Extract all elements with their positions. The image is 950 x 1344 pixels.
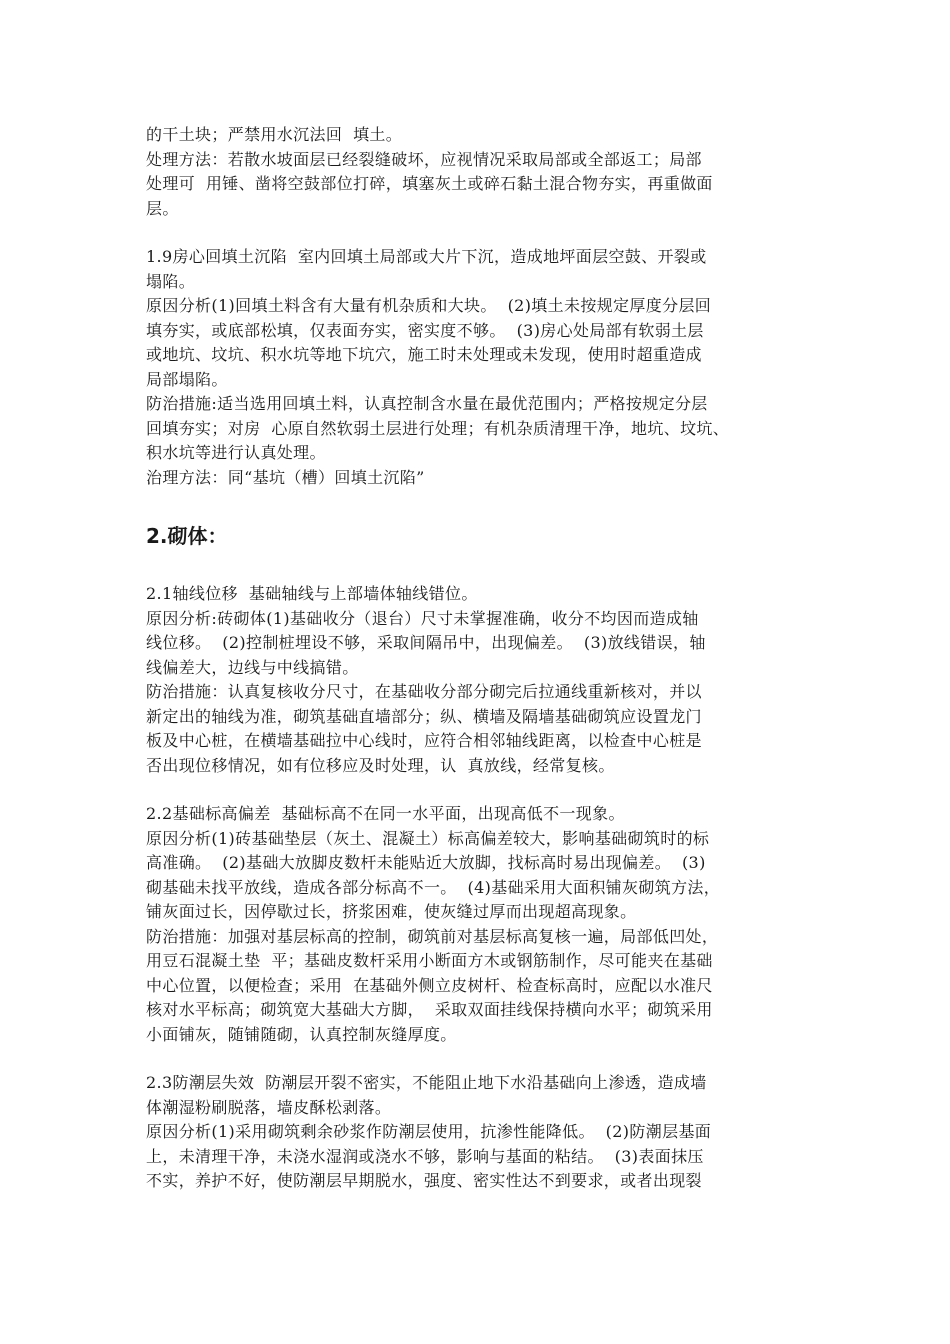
text-line: 层。 (146, 198, 179, 218)
text-line: 用豆石混凝土垫 平；基础皮数杆采用小断面方木或钢筋制作，尽可能夹在基础 (146, 951, 713, 970)
document-page (146, 123, 826, 1194)
paragraph-block-e (146, 1071, 826, 1194)
text-line: 处理可 用锤、凿将空鼓部位打碎，填塞灰土或碎石黏土混合物夯实，再重做面 (146, 174, 713, 193)
text-line: 上，未清理干净，未浇水湿润或浇水不够，影响与基面的粘结。 (3)表面抹压 (146, 1146, 704, 1166)
text-line: 治理方法：同“基坑（槽）回填土沉陷” (146, 467, 425, 487)
text-line: 否出现位移情况，如有位移应及时处理，认 真放线，经常复核。 (146, 755, 615, 775)
section-gap (146, 490, 826, 520)
text-line: 线位移。 (2)控制桩埋设不够，采取间隔吊中，出现偏差。 (3)放线错误，轴 (146, 633, 706, 652)
text-line: 局部塌陷。 (146, 369, 228, 389)
text-line: 中心位置，以便检查；采用 在基础外侧立皮树杆、检查标高时，应配以水准尺 (146, 975, 713, 995)
text-line: 板及中心桩，在横墙基础拉中心线时，应符合相邻轴线距离，以检查中心桩是 (146, 731, 702, 750)
paragraph-gap (146, 1047, 826, 1071)
text-line: 原因分析(1)砖基础垫层（灰土、混凝土）标高偏差较大，影响基础砌筑时的标 (146, 828, 710, 848)
text-line: 或地坑、坟坑、积水坑等地下坑穴，施工时未处理或未发现，使用时超重造成 (146, 345, 702, 364)
text-line: 小面铺灰，随铺随砌，认真控制灰缝厚度。 (146, 1024, 457, 1044)
section-gap (146, 552, 826, 582)
text-line: 体潮湿粉刷脱落，墙皮酥松剥落。 (146, 1097, 392, 1117)
text-line: 防治措施：认真复核收分尺寸，在基础收分部分砌完后拉通线重新核对，并以 (146, 682, 702, 701)
text-line: 2.3防潮层失效 防潮层开裂不密实，不能阻止地下水沿基础向上渗透，造成墙 (146, 1073, 707, 1092)
text-line: 填夯实，或底部松填，仅表面夯实，密实度不够。 (3)房心处局部有软弱土层 (146, 320, 704, 340)
text-line: 不实，养护不好，使防潮层早期脱水，强度、密实性达不到要求，或者出现裂 (146, 1171, 702, 1190)
paragraph-block-a (146, 123, 826, 221)
text-line: 铺灰面过长，因停歇过长，挤浆困难，使灰缝过厚而出现超高现象。 (146, 902, 637, 921)
text-line: 核对水平标高；砌筑宽大基础大方脚， 采取双面挂线保持横向水平；砌筑采用 (146, 1000, 713, 1019)
text-line: 原因分析:砖砌体(1)基础收分（退台）尺寸未掌握准确，收分不均因而造成轴 (146, 608, 699, 628)
text-line: 新定出的轴线为准，砌筑基础直墙部分；纵、横墙及隔墙基础砌筑应设置龙门 (146, 706, 702, 726)
text-line: 1.9房心回填土沉陷 室内回填土局部或大片下沉，造成地坪面层空鼓、开裂或 (146, 247, 707, 266)
text-line: 砌基础未找平放线，造成各部分标高不一。 (4)基础采用大面积铺灰砌筑方法， (146, 877, 721, 897)
paragraph-gap (146, 778, 826, 802)
paragraph-gap (146, 221, 826, 245)
text-line: 2.2基础标高偏差 基础标高不在同一水平面，出现高低不一现象。 (146, 804, 625, 823)
section-heading: 2.砌体： (146, 524, 228, 548)
paragraph-block-b (146, 245, 826, 490)
text-line: 高准确。 (2)基础大放脚皮数杆未能贴近大放脚，找标高时易出现偏差。 (3) (146, 853, 706, 872)
text-line: 积水坑等进行认真处理。 (146, 443, 326, 462)
paragraph-block-c (146, 582, 826, 778)
text-line: 防治措施:适当选用回填土料，认真控制含水量在最优范围内；严格按规定分层 (146, 394, 708, 413)
text-line: 原因分析(1)回填土料含有大量有机杂质和大块。 (2)填土未按规定厚度分层回 (146, 296, 712, 315)
text-line: 处理方法：若散水坡面层已经裂缝破坏，应视情况采取局部或全部返工；局部 (146, 149, 702, 169)
text-line: 回填夯实；对房 心原自然软弱土层进行处理；有机杂质清理干净，地坑、坟坑、 (146, 418, 730, 438)
text-line: 原因分析(1)采用砌筑剩余砂浆作防潮层使用，抗渗性能降低。 (2)防潮层基面 (146, 1122, 712, 1141)
text-line: 线偏差大，边线与中线搞错。 (146, 657, 359, 677)
text-line: 塌陷。 (146, 271, 196, 291)
text-line: 2.1轴线位移 基础轴线与上部墙体轴线错位。 (146, 584, 478, 603)
text-line: 的干土块；严禁用水沉法回 填土。 (146, 125, 403, 144)
paragraph-block-d (146, 802, 826, 1047)
text-line: 防治措施：加强对基层标高的控制，砌筑前对基层标高复核一遍，局部低凹处， (146, 926, 719, 946)
